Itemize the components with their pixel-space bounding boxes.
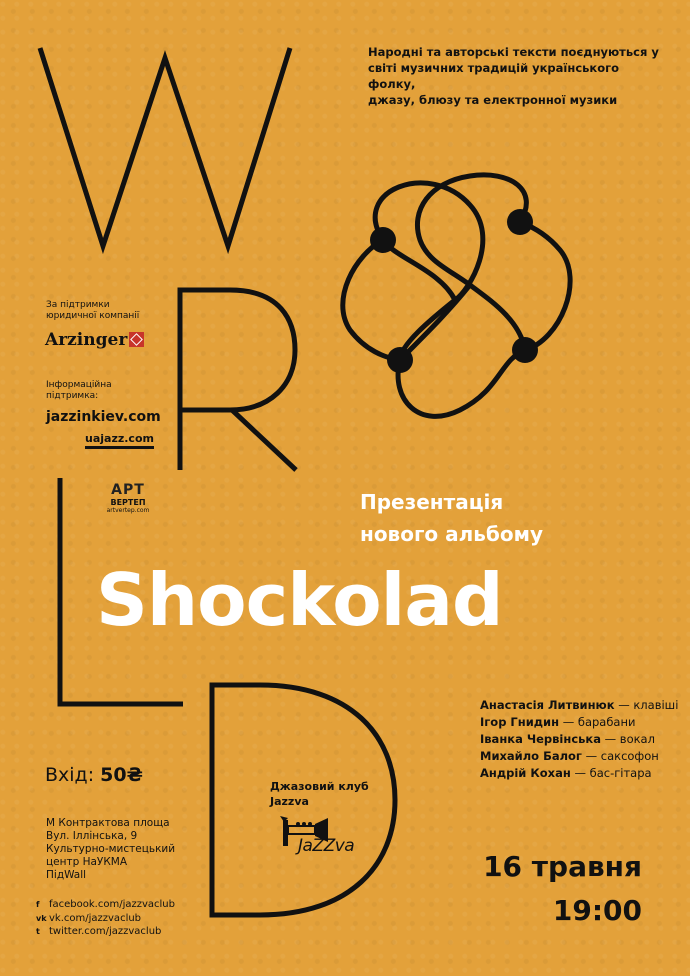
event-date: 16 травня bbox=[483, 850, 642, 883]
admission-price bbox=[45, 764, 143, 786]
member-name: Михайло Балог bbox=[480, 749, 582, 763]
member-role: — вокал bbox=[604, 732, 655, 746]
social-url[interactable]: twitter.com/jazzvaclub bbox=[49, 926, 162, 937]
social-links bbox=[36, 898, 175, 939]
vk-icon: vk bbox=[36, 913, 47, 923]
address-line: ПідWall bbox=[46, 869, 87, 881]
caption-line: підтримка: bbox=[46, 391, 99, 401]
member-row bbox=[480, 697, 678, 714]
facebook-icon: f bbox=[36, 900, 40, 909]
caption-line: Інформаційна bbox=[46, 380, 112, 390]
address-line: Культурно-мистецький bbox=[46, 843, 176, 855]
presentation-line: Презентація bbox=[360, 490, 504, 514]
venue-address bbox=[46, 817, 175, 882]
jazzinkiev-logo: jazzinkiev.com bbox=[46, 409, 161, 425]
tagline bbox=[368, 44, 668, 108]
social-row[interactable] bbox=[36, 912, 175, 926]
tagline-line: світі музичних традицій українського фолку, bbox=[368, 61, 620, 91]
legal-support-caption bbox=[46, 300, 139, 322]
presentation-line: нового альбому bbox=[360, 522, 543, 546]
caption-line: юридичної компанії bbox=[46, 311, 140, 321]
address-line: Вул. Іллінська, 9 bbox=[46, 830, 138, 842]
knot-dot-2 bbox=[507, 209, 533, 235]
artvertep-url: artvertep.com bbox=[106, 507, 150, 514]
band-name: Shockolad bbox=[96, 558, 503, 642]
info-support-caption bbox=[46, 380, 112, 402]
member-role: — барабани bbox=[562, 715, 636, 729]
member-role: — саксофон bbox=[585, 749, 659, 763]
member-name: Андрій Кохан bbox=[480, 766, 571, 780]
artvertep-word1: АРТ bbox=[111, 482, 145, 498]
member-row bbox=[480, 714, 678, 731]
club-line: Jazzva bbox=[270, 795, 309, 808]
member-role: — клавіші bbox=[618, 698, 679, 712]
member-row bbox=[480, 731, 678, 748]
social-url[interactable]: facebook.com/jazzvaclub bbox=[49, 899, 175, 910]
admission-value: 50₴ bbox=[100, 764, 143, 786]
letter-w bbox=[40, 48, 290, 246]
caption-line: За підтримки bbox=[46, 300, 110, 310]
member-row bbox=[480, 765, 678, 782]
knot-dot-4 bbox=[512, 337, 538, 363]
member-role: — бас-гітара bbox=[574, 766, 652, 780]
presentation-heading bbox=[360, 486, 543, 550]
tagline-line: Народні та авторські тексти поєднуються у bbox=[368, 45, 659, 59]
letter-r bbox=[180, 290, 296, 470]
twitter-icon: t bbox=[36, 927, 40, 936]
arzinger-logo bbox=[45, 330, 144, 350]
social-url[interactable]: vk.com/jazzvaclub bbox=[49, 912, 142, 924]
letter-o-knot bbox=[343, 175, 570, 416]
band-members bbox=[480, 697, 678, 782]
member-name: Анастасія Литвинюк bbox=[480, 698, 615, 712]
artvertep-word2: ВЕРТЕП bbox=[110, 498, 146, 507]
club-name bbox=[270, 779, 369, 809]
arzinger-wordmark: Arzinger bbox=[45, 330, 128, 350]
address-line: центр НаУКМА bbox=[46, 856, 128, 868]
admission-label: Вхід: bbox=[45, 764, 95, 786]
arzinger-mark-icon bbox=[129, 332, 144, 347]
social-row[interactable] bbox=[36, 925, 175, 939]
uajazz-logo: uajazz.com bbox=[85, 432, 154, 449]
jazzva-logo-text: JaZZva bbox=[298, 836, 355, 856]
artvertep-logo bbox=[106, 483, 150, 514]
knot-dot-3 bbox=[387, 347, 413, 373]
social-row[interactable] bbox=[36, 898, 175, 912]
knot-dot-1 bbox=[370, 227, 396, 253]
tagline-line: джазу, блюзу та електронної музики bbox=[368, 93, 618, 107]
member-row bbox=[480, 748, 678, 765]
member-name: Іванка Червінська bbox=[480, 732, 601, 746]
club-line: Джазовий клуб bbox=[270, 780, 369, 793]
event-time: 19:00 bbox=[552, 894, 642, 927]
address-line: М Контрактова площа bbox=[46, 817, 170, 829]
member-name: Ігор Гнидин bbox=[480, 715, 560, 729]
